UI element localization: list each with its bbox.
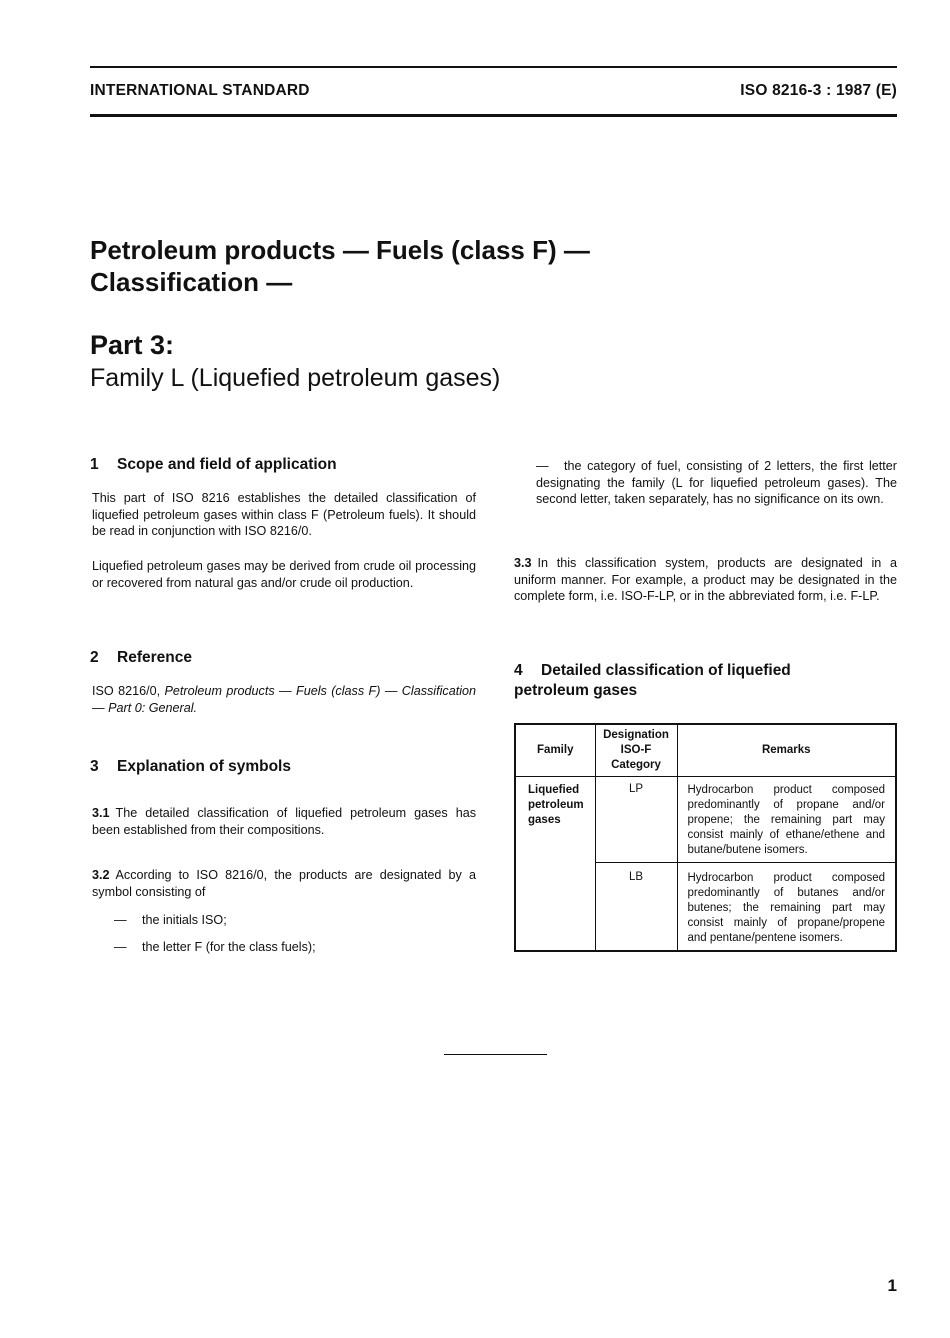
section-4-heading-line1 xyxy=(514,661,897,681)
part-name: Family L (Liquefied petroleum gases) xyxy=(90,364,501,392)
list-item xyxy=(114,912,474,929)
designation-header-line3: Category xyxy=(611,759,661,771)
part-number: Part 3: xyxy=(90,330,175,360)
clause-number: 3.2 xyxy=(92,868,110,882)
clause-3-3 xyxy=(514,555,897,605)
list-item-text: the initials ISO; xyxy=(142,913,227,927)
list-dash: — xyxy=(114,940,127,954)
section-1-heading xyxy=(90,455,480,475)
category-cell: LP xyxy=(595,777,677,863)
section-3-heading xyxy=(90,757,480,777)
header-rule xyxy=(90,114,897,117)
list-item xyxy=(114,939,474,956)
family-line1: Liquefied xyxy=(528,784,580,796)
family-line2: petroleum xyxy=(528,799,584,811)
section-number: 3 xyxy=(90,758,99,775)
reference-title: Petroleum products — Fuels (class F) — Classification — Part 0: General. xyxy=(92,684,477,715)
remarks-cell: Hydrocarbon product composed predominantly of propane and/or propene; the remaining part may consist mainly of ethane/ethene and butane/butene isomers. xyxy=(677,777,896,863)
table-header-row xyxy=(515,724,896,777)
reference-number: ISO 8216/0, xyxy=(92,684,161,698)
section-title-continued: petroleum gases xyxy=(514,682,638,699)
table-row xyxy=(515,777,896,863)
remarks-cell: Hydrocarbon product composed predominantly of butanes and/or butenes; the remaining part may consist mainly of propane/propene and pentane/pentene isomers. xyxy=(677,863,896,952)
column-header-designation xyxy=(595,724,677,777)
clause-number: 3.3 xyxy=(514,556,532,570)
clause-text: The detailed classification of liquefied petroleum gases has been established from their compositions. xyxy=(92,806,476,837)
section-title: Scope and field of application xyxy=(117,456,337,473)
clause-text: In this classification system, products are designated in a uniform manner. For example, a product may be designated in the complete form, i.e. ISO-F-LP, or in the abbreviated form, i.e. F-LP. xyxy=(514,556,897,603)
clause-3-1 xyxy=(92,805,476,838)
section-number: 1 xyxy=(90,456,99,473)
reference-text xyxy=(92,683,476,716)
header-document-number: ISO 8216-3 : 1987 (E) xyxy=(740,82,897,99)
column-header-family: Family xyxy=(515,724,595,777)
section-number: 4 xyxy=(514,662,523,679)
document-title-line2: Classification — xyxy=(90,267,293,297)
section-number: 2 xyxy=(90,649,99,666)
designation-header-line2: ISO-F xyxy=(620,744,652,756)
section-1-paragraph-2: Liquefied petroleum gases may be derived from crude oil processing or recovered from natural gas and/or crude oil production. xyxy=(92,559,476,590)
list-item xyxy=(536,458,897,508)
section-title: Explanation of symbols xyxy=(117,758,291,775)
top-rule xyxy=(90,66,897,68)
page-number: 1 xyxy=(887,1276,897,1295)
section-title: Detailed classification of liquefied xyxy=(541,662,791,679)
list-dash: — xyxy=(536,459,549,473)
family-cell xyxy=(515,777,595,952)
classification-table xyxy=(514,723,897,952)
list-item-text: the category of fuel, consisting of 2 letters, the first letter designating the family (L for liquefied petroleum gases). The second letter, taken separately, has no significance on its own. xyxy=(536,459,897,506)
end-rule xyxy=(444,1054,547,1055)
column-header-remarks: Remarks xyxy=(677,724,896,777)
section-title: Reference xyxy=(117,649,192,666)
document-title-line1: Petroleum products — Fuels (class F) — xyxy=(90,235,590,265)
clause-3-2 xyxy=(92,867,476,900)
header-standard-type: INTERNATIONAL STANDARD xyxy=(90,82,310,99)
family-line3: gases xyxy=(528,814,561,826)
section-4-heading xyxy=(514,661,897,701)
list-item-text: the letter F (for the class fuels); xyxy=(142,940,316,954)
clause-number: 3.1 xyxy=(92,806,110,820)
designation-header-line1: Designation xyxy=(603,729,669,741)
section-1-paragraph-1: This part of ISO 8216 establishes the detailed classification of liquefied petroleum gases within class F (Petroleum fuels). It should be read in conjunction with ISO 8216/0. xyxy=(92,491,476,538)
category-cell: LB xyxy=(595,863,677,952)
section-2-heading xyxy=(90,648,480,668)
clause-text: According to ISO 8216/0, the products are designated by a symbol consisting of xyxy=(92,868,476,899)
list-dash: — xyxy=(114,913,127,927)
